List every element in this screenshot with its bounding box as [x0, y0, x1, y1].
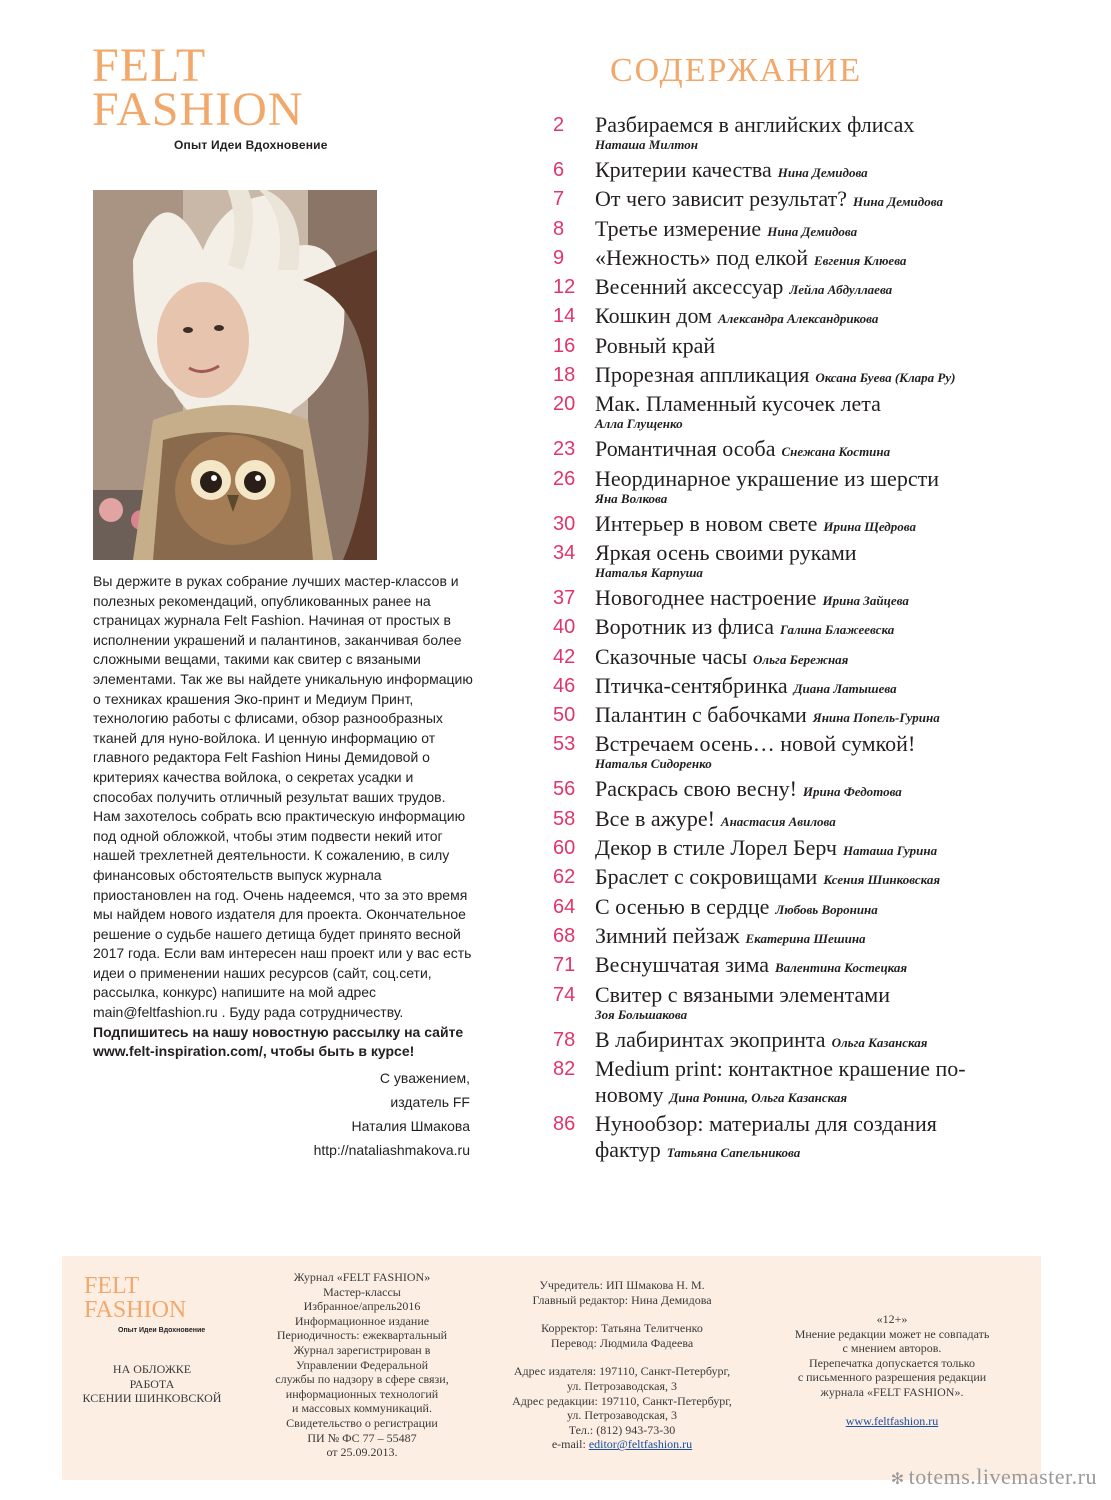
- sign-line: издатель FF: [390, 1093, 470, 1110]
- toc-page-number: 53: [553, 733, 576, 756]
- toc-item[interactable]: [553, 216, 1053, 242]
- toc-item[interactable]: [553, 894, 1053, 920]
- toc-article-title: Нунообзор: материалы для создания фактур: [595, 1111, 937, 1163]
- imprint-footer: [62, 1256, 1041, 1480]
- toc-title: СОДЕРЖАНИЕ: [610, 52, 863, 89]
- toc-author: Екатерина Шешина: [745, 930, 866, 946]
- toc-item[interactable]: [553, 1111, 1053, 1163]
- toc-author: Нина Демидова: [777, 165, 868, 180]
- staff-line: Учредитель: ИП Шмакова Н. М.: [539, 1278, 705, 1292]
- toc-page-number: 56: [553, 778, 576, 801]
- toc-page-number: 74: [553, 983, 576, 1006]
- toc-article-title: Все в ажуре!: [595, 805, 715, 831]
- toc-article-title: С осенью в сердце: [595, 893, 770, 919]
- toc-article-title: Романтичная особа: [595, 436, 776, 462]
- cover-line: НА ОБЛОЖКЕ: [112, 1362, 192, 1376]
- toc-item[interactable]: [553, 303, 1053, 329]
- toc-article-title: Третье измерение: [595, 215, 762, 241]
- watermark-text: totems.livemaster.ru: [908, 1464, 1097, 1489]
- toc-article-title: Встречаем осень… новой сумкой!: [595, 731, 916, 757]
- toc-author: Яна Волкова: [595, 490, 668, 506]
- logo-line-fashion: FASHION: [92, 83, 304, 136]
- toc-item[interactable]: [553, 864, 1053, 890]
- toc-item[interactable]: [553, 466, 1053, 508]
- toc-article-title: Критерии качества: [595, 157, 772, 182]
- toc-article-title: Сказочные часы: [595, 643, 748, 669]
- site-link[interactable]: www.feltfashion.ru: [845, 1413, 939, 1428]
- address-line: ул. Петрозаводская, 3: [566, 1378, 678, 1393]
- toc-item[interactable]: [553, 982, 1053, 1024]
- info-line: Мастер-классы: [323, 1284, 401, 1299]
- cover-line: РАБОТА: [129, 1376, 175, 1391]
- info-line: Информационное издание: [294, 1313, 430, 1328]
- toc-author: Ирина Федотова: [802, 784, 902, 800]
- info-line: Управлении Федеральной: [295, 1357, 429, 1372]
- toc-item[interactable]: [553, 436, 1053, 462]
- toc-item[interactable]: [553, 540, 1053, 582]
- footer-logo: [84, 1274, 205, 1339]
- info-line: Свидетельство о регистрации: [286, 1415, 438, 1430]
- toc-author: Наташа Гурина: [842, 843, 938, 859]
- logo-line-felt: FELT: [92, 39, 207, 92]
- staff-line: Перевод: Людмила Фадеева: [550, 1335, 694, 1350]
- email-link[interactable]: editor@feltfashion.ru: [588, 1437, 693, 1452]
- cover-photo: [93, 190, 377, 560]
- toc-page-number: 40: [553, 616, 576, 639]
- toc-page-number: 23: [553, 438, 576, 461]
- toc-item[interactable]: [553, 702, 1053, 728]
- disclaimer-line: Перепечатка допускается только: [808, 1355, 976, 1370]
- intro-text: Вы держите в руках собрание лучших мастер-классов и полезных рекомендаций, опубликованных ранее на страницах журнала Felt Fashion. Начиная от простых в исполнении украшений и палантинов, заканчивая более сложными вещами, такими как свитер с вязаными элементами. Так же вы найдете уникальную информацию о техниках крашения Эко-принт и Медиум Принт, технологию работы с флисами, обзор разнообразных тканей для нуно-войлока. И ценную информацию от главного редактора Felt Fashion Нины Демидовой о критериях качества войлока, о секретах усадки и способах получить отличный результат ваших трудов. Нам захотелось собрать всю практическую информацию под одной обложкой, чтобы этим подвести некий итог нашей трехлетней деятельности. К сожалению, в силу финансовых обстоятельств выпуск журнала приостановлен на год. Очень надеемся, что за это время мы найдем нового издателя для проекта. Окончательное решение о судьбе нашего детища будет принято весной 2017 года. Если вам интересен наш проект или у вас есть идеи о применении наших ресурсов (сайт, соц.сети, рассылка, конкурс) напишите на мой адрес main@feltfashion.ru . Буду рада сотрудничеству.: [93, 573, 473, 1021]
- intro-letter: [93, 572, 473, 1162]
- toc-author: Снежана Костина: [781, 444, 891, 460]
- toc-item[interactable]: [553, 391, 1053, 433]
- toc-page-number: 12: [553, 276, 576, 299]
- disclaimer-line: с письменного разрешения редакции: [797, 1370, 987, 1385]
- toc-page-number: 42: [553, 645, 576, 668]
- toc-item[interactable]: [553, 673, 1053, 699]
- subscribe-note: Подпишитесь на нашу новостную рассылку на сайте www.felt-inspiration.com/, чтобы быть в курсе!: [93, 1023, 464, 1060]
- toc-page-number: 60: [553, 837, 576, 860]
- toc-page-number: 34: [553, 541, 576, 564]
- toc-page-number: 68: [553, 924, 576, 947]
- logo-tagline: Опыт Идеи Вдохновение: [174, 138, 328, 152]
- toc-author: Дина Ронина, Ольга Казанская: [669, 1089, 848, 1105]
- toc-author: Ксения Шинковская: [823, 872, 941, 888]
- toc-article-title: Medium print: контактное крашение по-новому: [595, 1055, 966, 1107]
- disclaimer: [762, 1312, 1022, 1428]
- toc-author: Янина Попель-Гурина: [812, 710, 940, 726]
- toc-author: Оксана Буева (Клара Ру): [815, 370, 956, 386]
- toc-page-number: 30: [553, 512, 576, 535]
- toc-article-title: Прорезная аппликация: [595, 362, 810, 388]
- registration-info: [257, 1270, 467, 1460]
- toc-page-number: 62: [553, 866, 576, 889]
- staff-info: [492, 1278, 752, 1452]
- toc-author: Зоя Большакова: [595, 1006, 688, 1022]
- sign-line: Наталия Шмакова: [351, 1117, 470, 1134]
- staff-line: Главный редактор: Нина Демидова: [532, 1292, 712, 1307]
- toc-author: Алла Глущенко: [595, 416, 683, 432]
- toc-page-number: 9: [553, 246, 565, 269]
- toc-page-number: 8: [553, 217, 565, 240]
- toc-author: Наталья Карпуша: [595, 564, 703, 580]
- sign-link[interactable]: http://nataliashmakova.ru: [313, 1141, 470, 1158]
- info-line: от 25.09.2013.: [326, 1445, 398, 1460]
- email-line: [492, 1437, 752, 1452]
- toc-item[interactable]: [553, 806, 1053, 832]
- toc-item[interactable]: [553, 644, 1053, 670]
- signature: [93, 1066, 473, 1162]
- toc-author: Нина Демидова: [853, 194, 943, 210]
- toc-article-title: Кошкин дом: [595, 303, 712, 329]
- toc-item[interactable]: [553, 923, 1053, 949]
- toc-article-title: Птичка-сентябринка: [595, 672, 788, 698]
- toc-article-title: Декор в стиле Лорел Берч: [595, 835, 837, 861]
- toc-author: Лейла Абдуллаева: [789, 282, 893, 298]
- toc-author: Валентина Костецкая: [775, 960, 908, 976]
- toc-article-title: «Нежность» под елкой: [595, 244, 809, 270]
- toc-author: Любовь Воронина: [775, 901, 878, 917]
- toc-page-number: 46: [553, 674, 576, 697]
- cover-line: КСЕНИИ ШИНКОВСКОЙ: [82, 1391, 222, 1406]
- toc-article-title: Веснушчатая зима: [595, 952, 769, 978]
- info-line: ПИ № ФС 77 – 55487: [307, 1430, 417, 1445]
- toc-page-number: 26: [553, 467, 576, 490]
- toc-author: Диана Латышева: [793, 680, 897, 696]
- info-line: информационных технологий: [285, 1386, 439, 1401]
- age-rating: «12+»: [876, 1312, 908, 1326]
- photo-illustration: [93, 190, 377, 560]
- address-line: Адрес издателя: 197110, Санкт-Петербург,: [513, 1364, 731, 1379]
- toc-item[interactable]: [553, 511, 1053, 537]
- toc-page-number: 18: [553, 364, 576, 387]
- toc-page-number: 14: [553, 305, 576, 328]
- toc-page-number: 58: [553, 807, 576, 830]
- magazine-logo: [92, 39, 362, 152]
- toc-article-title: Воротник из флиса: [595, 614, 774, 640]
- toc-page-number: 2: [553, 114, 565, 136]
- email-label: e-mail:: [551, 1437, 589, 1452]
- toc-article-title: Неординарное украшение из шерсти: [595, 465, 939, 491]
- footer-logo-fashion: FASHION: [84, 1297, 187, 1323]
- toc-author: Нина Демидова: [767, 223, 858, 239]
- toc-article-title: Мак. Пламенный кусочек лета: [595, 391, 881, 417]
- phone-line: Тел.: (812) 943-73-30: [568, 1422, 676, 1437]
- toc-item[interactable]: [553, 112, 1053, 154]
- toc-author: Галина Блажеевска: [779, 622, 895, 638]
- sign-line: С уважением,: [379, 1069, 470, 1086]
- toc-item[interactable]: [553, 835, 1053, 861]
- toc-page-number: 71: [553, 954, 576, 977]
- staff-line: Корректор: Татьяна Телитченко: [541, 1321, 703, 1336]
- disclaimer-line: журнала «FELT FASHION».: [820, 1384, 964, 1399]
- toc-author: Ирина Щедрова: [823, 518, 916, 534]
- snowflake-icon: ✻: [890, 1471, 905, 1488]
- footer-logo-tagline: Опыт Идеи Вдохновение: [118, 1327, 206, 1334]
- toc-article-title: Новогоднее настроение: [595, 584, 817, 610]
- table-of-contents: [553, 112, 1053, 1166]
- toc-author: Наталья Сидоренко: [595, 756, 712, 772]
- toc-article-title: Яркая осень своими руками: [595, 539, 857, 565]
- toc-article-title: Браслет с сокровищами: [595, 864, 818, 890]
- toc-author: Ирина Зайцева: [822, 592, 909, 608]
- toc-item[interactable]: [553, 1027, 1053, 1053]
- toc-item[interactable]: [553, 952, 1053, 978]
- toc-article-title: Весенний аксессуар: [595, 274, 784, 300]
- toc-item[interactable]: [553, 731, 1053, 773]
- toc-item[interactable]: [553, 614, 1053, 640]
- toc-item[interactable]: [553, 776, 1053, 802]
- toc-article-title: Ровный край: [595, 332, 716, 358]
- info-line: Журнал зарегистрирован в: [293, 1342, 431, 1357]
- info-line: службы по надзору в сфере связи,: [275, 1372, 449, 1387]
- toc-author: Татьяна Сапельникова: [666, 1145, 801, 1161]
- watermark: [891, 1464, 1097, 1490]
- info-line: Периодичность: ежеквартальный: [276, 1328, 448, 1343]
- toc-author: Ольга Бережная: [753, 651, 849, 667]
- toc-item[interactable]: [553, 333, 1053, 359]
- toc-page-number: 6: [553, 159, 565, 181]
- info-line: и массовых коммуникаций.: [292, 1401, 432, 1416]
- toc-author: Евгения Клюева: [814, 252, 907, 268]
- info-line: Избранное/апрель2016: [303, 1299, 421, 1314]
- address-line: ул. Петрозаводская, 3: [566, 1408, 678, 1423]
- toc-page-number: 82: [553, 1057, 576, 1080]
- toc-page-number: 37: [553, 586, 576, 609]
- toc-item[interactable]: [553, 157, 1053, 183]
- cover-credit: [72, 1362, 232, 1406]
- toc-article-title: Зимний пейзаж: [595, 922, 740, 948]
- footer-logo-felt: FELT: [84, 1273, 140, 1299]
- toc-article-title: В лабиринтах экопринта: [595, 1026, 826, 1052]
- toc-author: Ольга Казанская: [831, 1034, 928, 1050]
- toc-item[interactable]: [553, 274, 1053, 300]
- toc-article-title: Разбираемся в английских флисах: [595, 112, 915, 137]
- toc-article-title: Раскрась свою весну!: [595, 776, 797, 802]
- disclaimer-line: с мнением авторов.: [842, 1341, 942, 1356]
- toc-item[interactable]: [553, 1056, 1053, 1108]
- toc-article-title: От чего зависит результат?: [595, 186, 848, 212]
- toc-page-number: 50: [553, 704, 576, 727]
- toc-page-number: 78: [553, 1028, 576, 1051]
- toc-item[interactable]: [553, 362, 1053, 388]
- toc-page-number: 20: [553, 393, 576, 416]
- toc-author: Александра Александрикова: [717, 311, 879, 327]
- toc-author: Анастасия Авилова: [720, 813, 836, 829]
- disclaimer-line: Мнение редакции может не совпадать: [794, 1326, 990, 1341]
- toc-page-number: 16: [553, 334, 576, 357]
- toc-author: Наташа Милтон: [595, 137, 698, 152]
- address-line: Адрес редакции: 197110, Санкт-Петербург,: [512, 1393, 732, 1408]
- toc-page-number: 64: [553, 895, 576, 918]
- toc-item[interactable]: [553, 245, 1053, 271]
- toc-article-title: Свитер с вязаными элементами: [595, 981, 890, 1007]
- toc-page-number: 7: [553, 188, 565, 211]
- toc-page-number: 86: [553, 1113, 576, 1136]
- toc-article-title: Палантин с бабочками: [595, 702, 807, 728]
- toc-item[interactable]: [553, 186, 1053, 212]
- toc-item[interactable]: [553, 585, 1053, 611]
- info-line: Журнал «FELT FASHION»: [293, 1270, 431, 1284]
- toc-article-title: Интерьер в новом свете: [595, 510, 818, 536]
